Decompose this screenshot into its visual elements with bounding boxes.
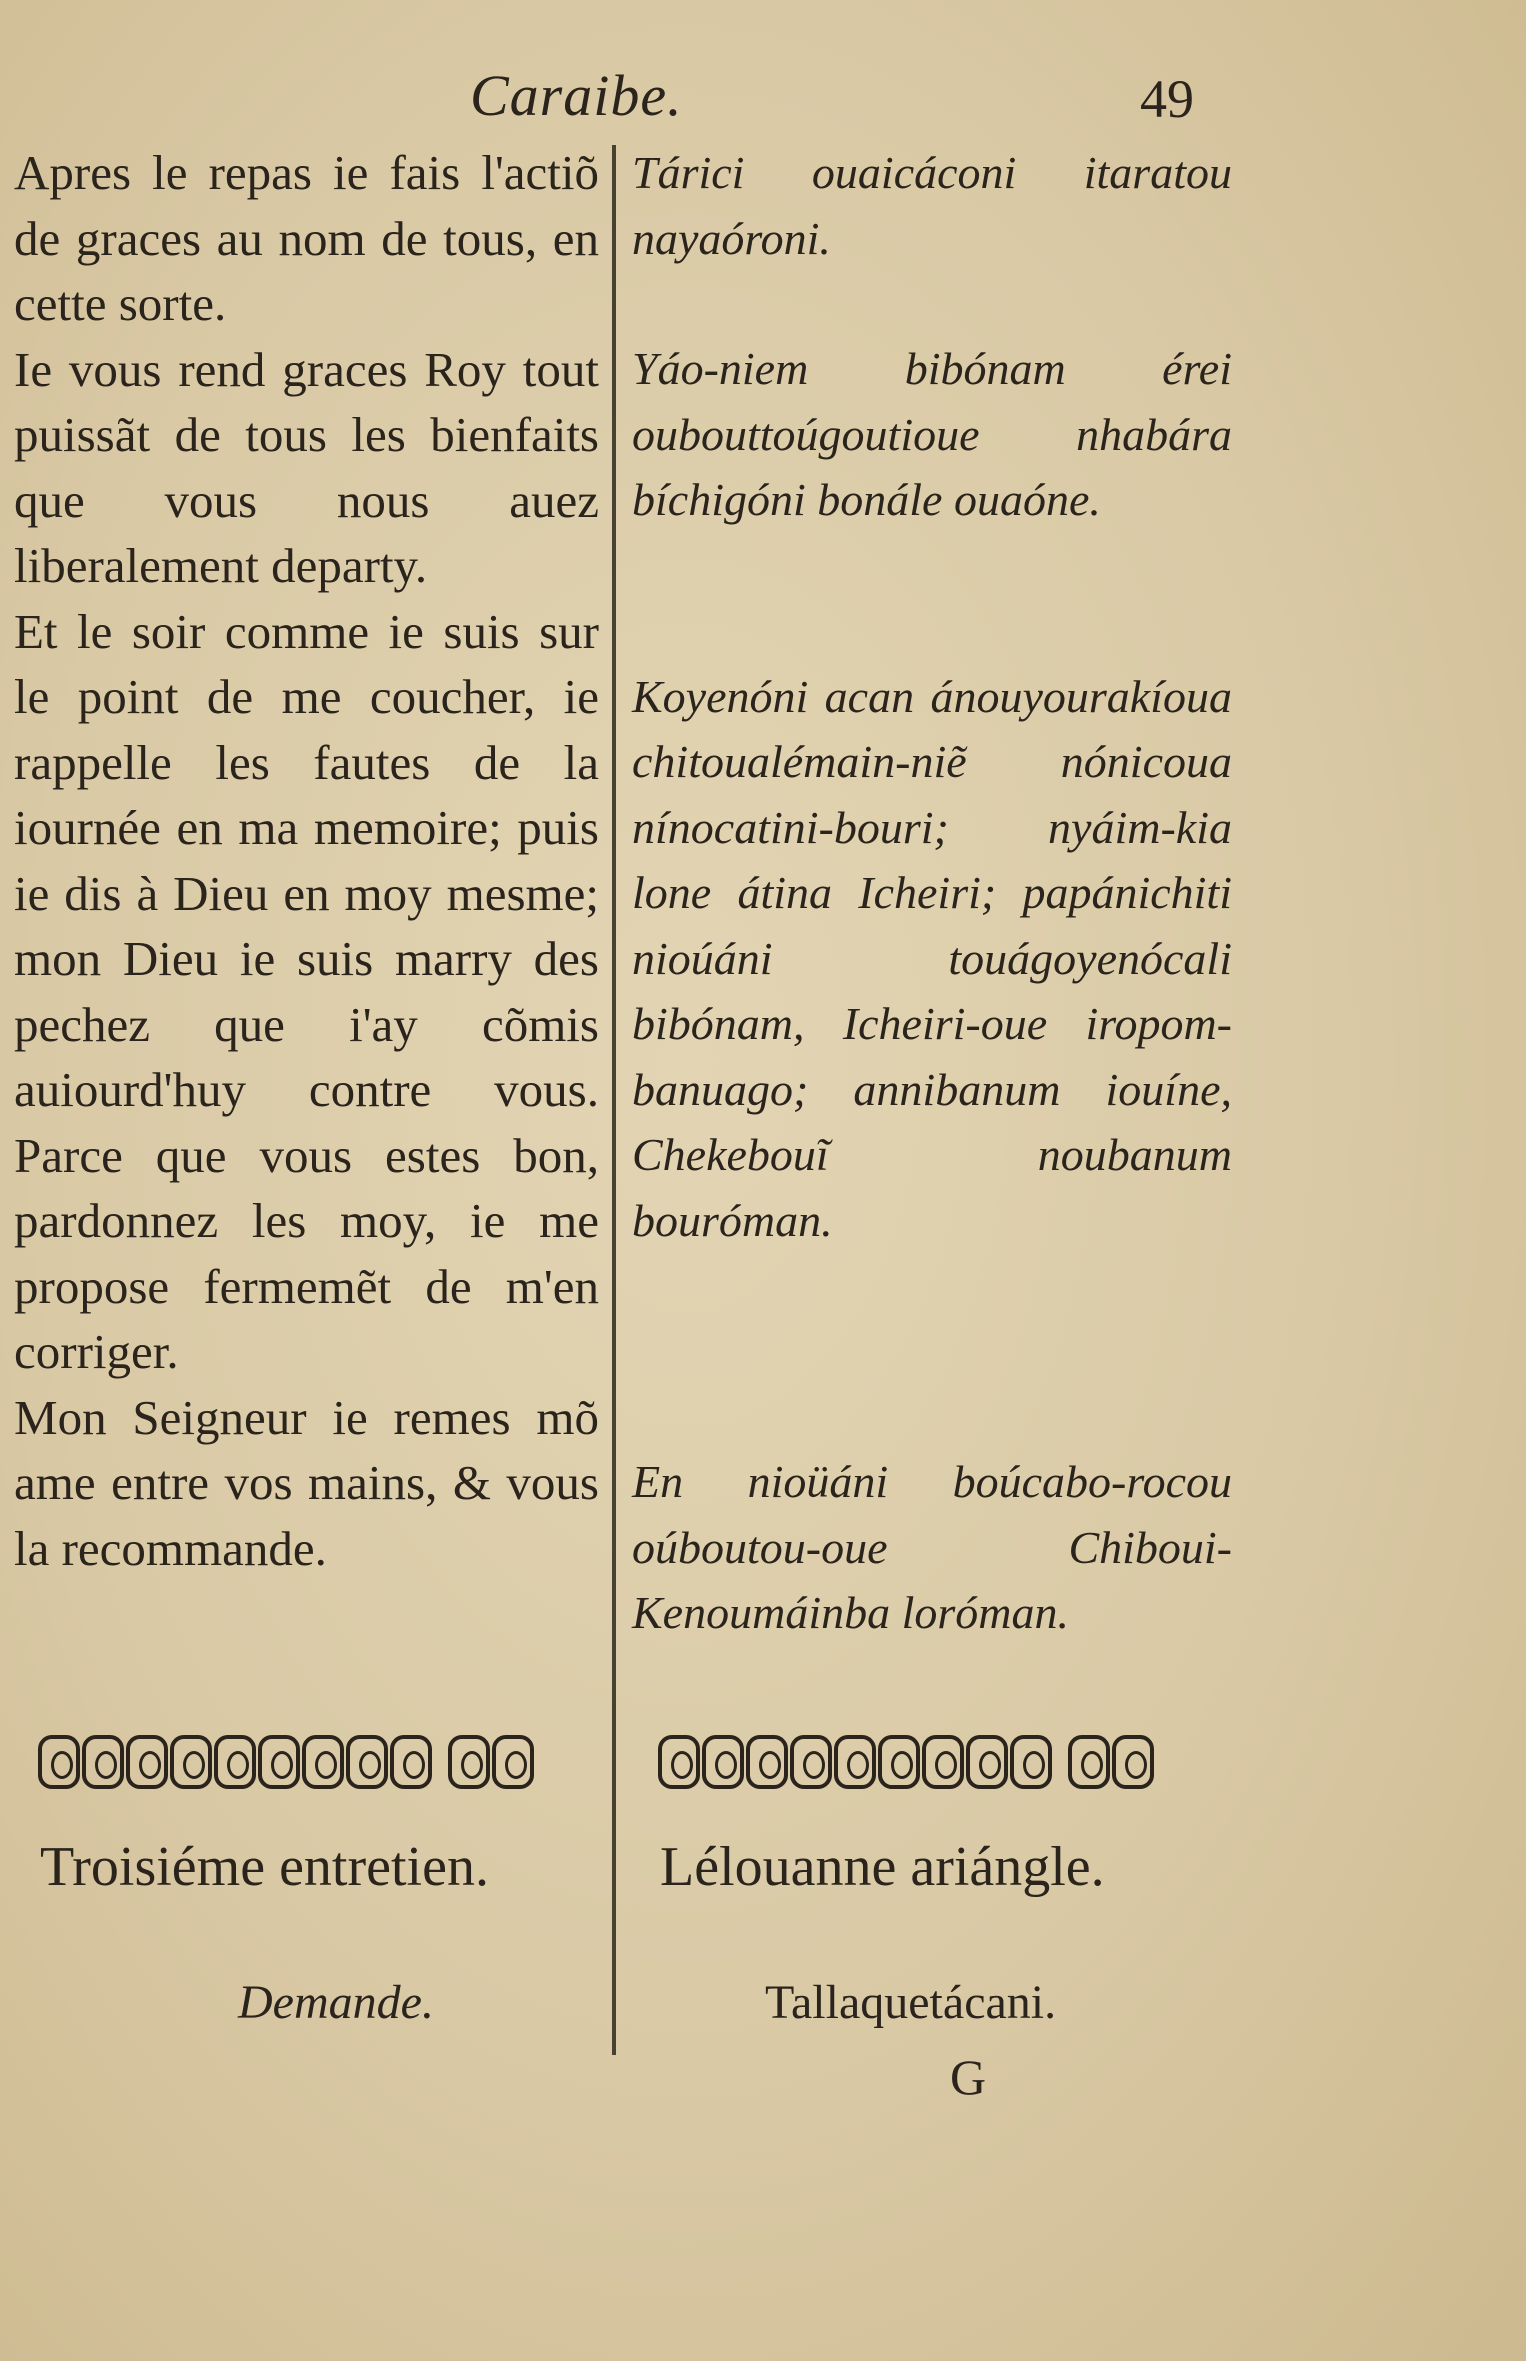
- french-paragraph-2: Ie vous rend graces Roy tout puissãt de tous les bienfaits que vous nous auez liberalement departy.: [14, 341, 599, 593]
- spacer: [632, 271, 1232, 336]
- ornament-glyph: [1068, 1735, 1110, 1789]
- ornament-glyph: [346, 1735, 388, 1789]
- ornament-glyph: [922, 1735, 964, 1789]
- ornament-band-right: [658, 1735, 1154, 1793]
- spacer: [1054, 1735, 1066, 1793]
- ornament-glyph: [1112, 1735, 1154, 1789]
- carib-column: [632, 140, 1232, 1646]
- ornament-glyph: [302, 1735, 344, 1789]
- ornament-glyph: [966, 1735, 1008, 1789]
- carib-paragraph-1: Tárici ouaicáconi itaratou nayaóroni.: [632, 147, 1232, 264]
- carib-paragraph-3: Koyenóni acan ánouyourakíoua chitoualémain-niẽ nónicoua nínocatini-bouri; nyáim-kia lone átina Icheiri; papánichiti nioúáni touágoyenócali bibónam, Icheiri-oue iropom-banuago; annibanum iouíne, Chekebouĩ noubanum bouróman.: [632, 670, 1232, 1246]
- ornament-glyph: [658, 1735, 700, 1789]
- subheading-carib: Tallaquetácani.: [765, 1976, 1057, 2029]
- ornament-glyph: [878, 1735, 920, 1789]
- ornament-glyph: [448, 1735, 490, 1789]
- ornament-glyph: [1010, 1735, 1052, 1789]
- running-title: Caraibe.: [470, 63, 683, 128]
- spacer: [632, 533, 1232, 664]
- ornament-glyph: [702, 1735, 744, 1789]
- ornament-glyph: [390, 1735, 432, 1789]
- spacer: [632, 1253, 1232, 1449]
- ornament-glyph: [834, 1735, 876, 1789]
- ornament-glyph: [746, 1735, 788, 1789]
- french-paragraph-1: Apres le repas ie fais l'actiõ de graces au nom de tous, en cette sorte.: [14, 145, 599, 331]
- ornament-glyph: [38, 1735, 80, 1789]
- section-heading-carib: Lélouanne ariángle.: [660, 1836, 1105, 1898]
- ornament-glyph: [258, 1735, 300, 1789]
- ornament-glyph: [126, 1735, 168, 1789]
- signature-mark: G: [950, 2049, 987, 2105]
- ornament-glyph: [790, 1735, 832, 1789]
- ornament-glyph: [492, 1735, 534, 1789]
- column-divider: [612, 145, 616, 2055]
- french-paragraph-3: Et le soir comme ie suis sur le point de me coucher, ie rappelle les fautes de la iournée en ma memoire; puis ie dis à Dieu en moy mesme; mon Dieu ie suis marry des pechez que i'ay cõmis auiourd'huy contre vous. Parce que vous estes bon, pardonnez les moy, ie me propose fermemẽt de m'en corriger.: [14, 603, 599, 1379]
- carib-paragraph-4: En nioüáni boúcabo-rocou oúboutou-oue Chiboui-Kenoumáinba loróman.: [632, 1456, 1232, 1638]
- ornament-glyph: [170, 1735, 212, 1789]
- ornament-band-left: [38, 1735, 534, 1793]
- subheading-french: Demande.: [238, 1976, 434, 2029]
- section-heading-french: Troisiéme entretien.: [40, 1836, 489, 1898]
- spacer: [434, 1735, 446, 1793]
- ornament-glyph: [82, 1735, 124, 1789]
- page-number: 49: [1140, 69, 1194, 129]
- ornament-glyph: [214, 1735, 256, 1789]
- carib-paragraph-2: Yáo-niem bibónam érei oubouttoúgoutioue nhabára bíchigóni bonále ouaóne.: [632, 343, 1232, 525]
- french-paragraph-4: Mon Seigneur ie remes mõ ame entre vos mains, & vous la recommande.: [14, 1389, 599, 1576]
- french-column: [14, 140, 599, 1581]
